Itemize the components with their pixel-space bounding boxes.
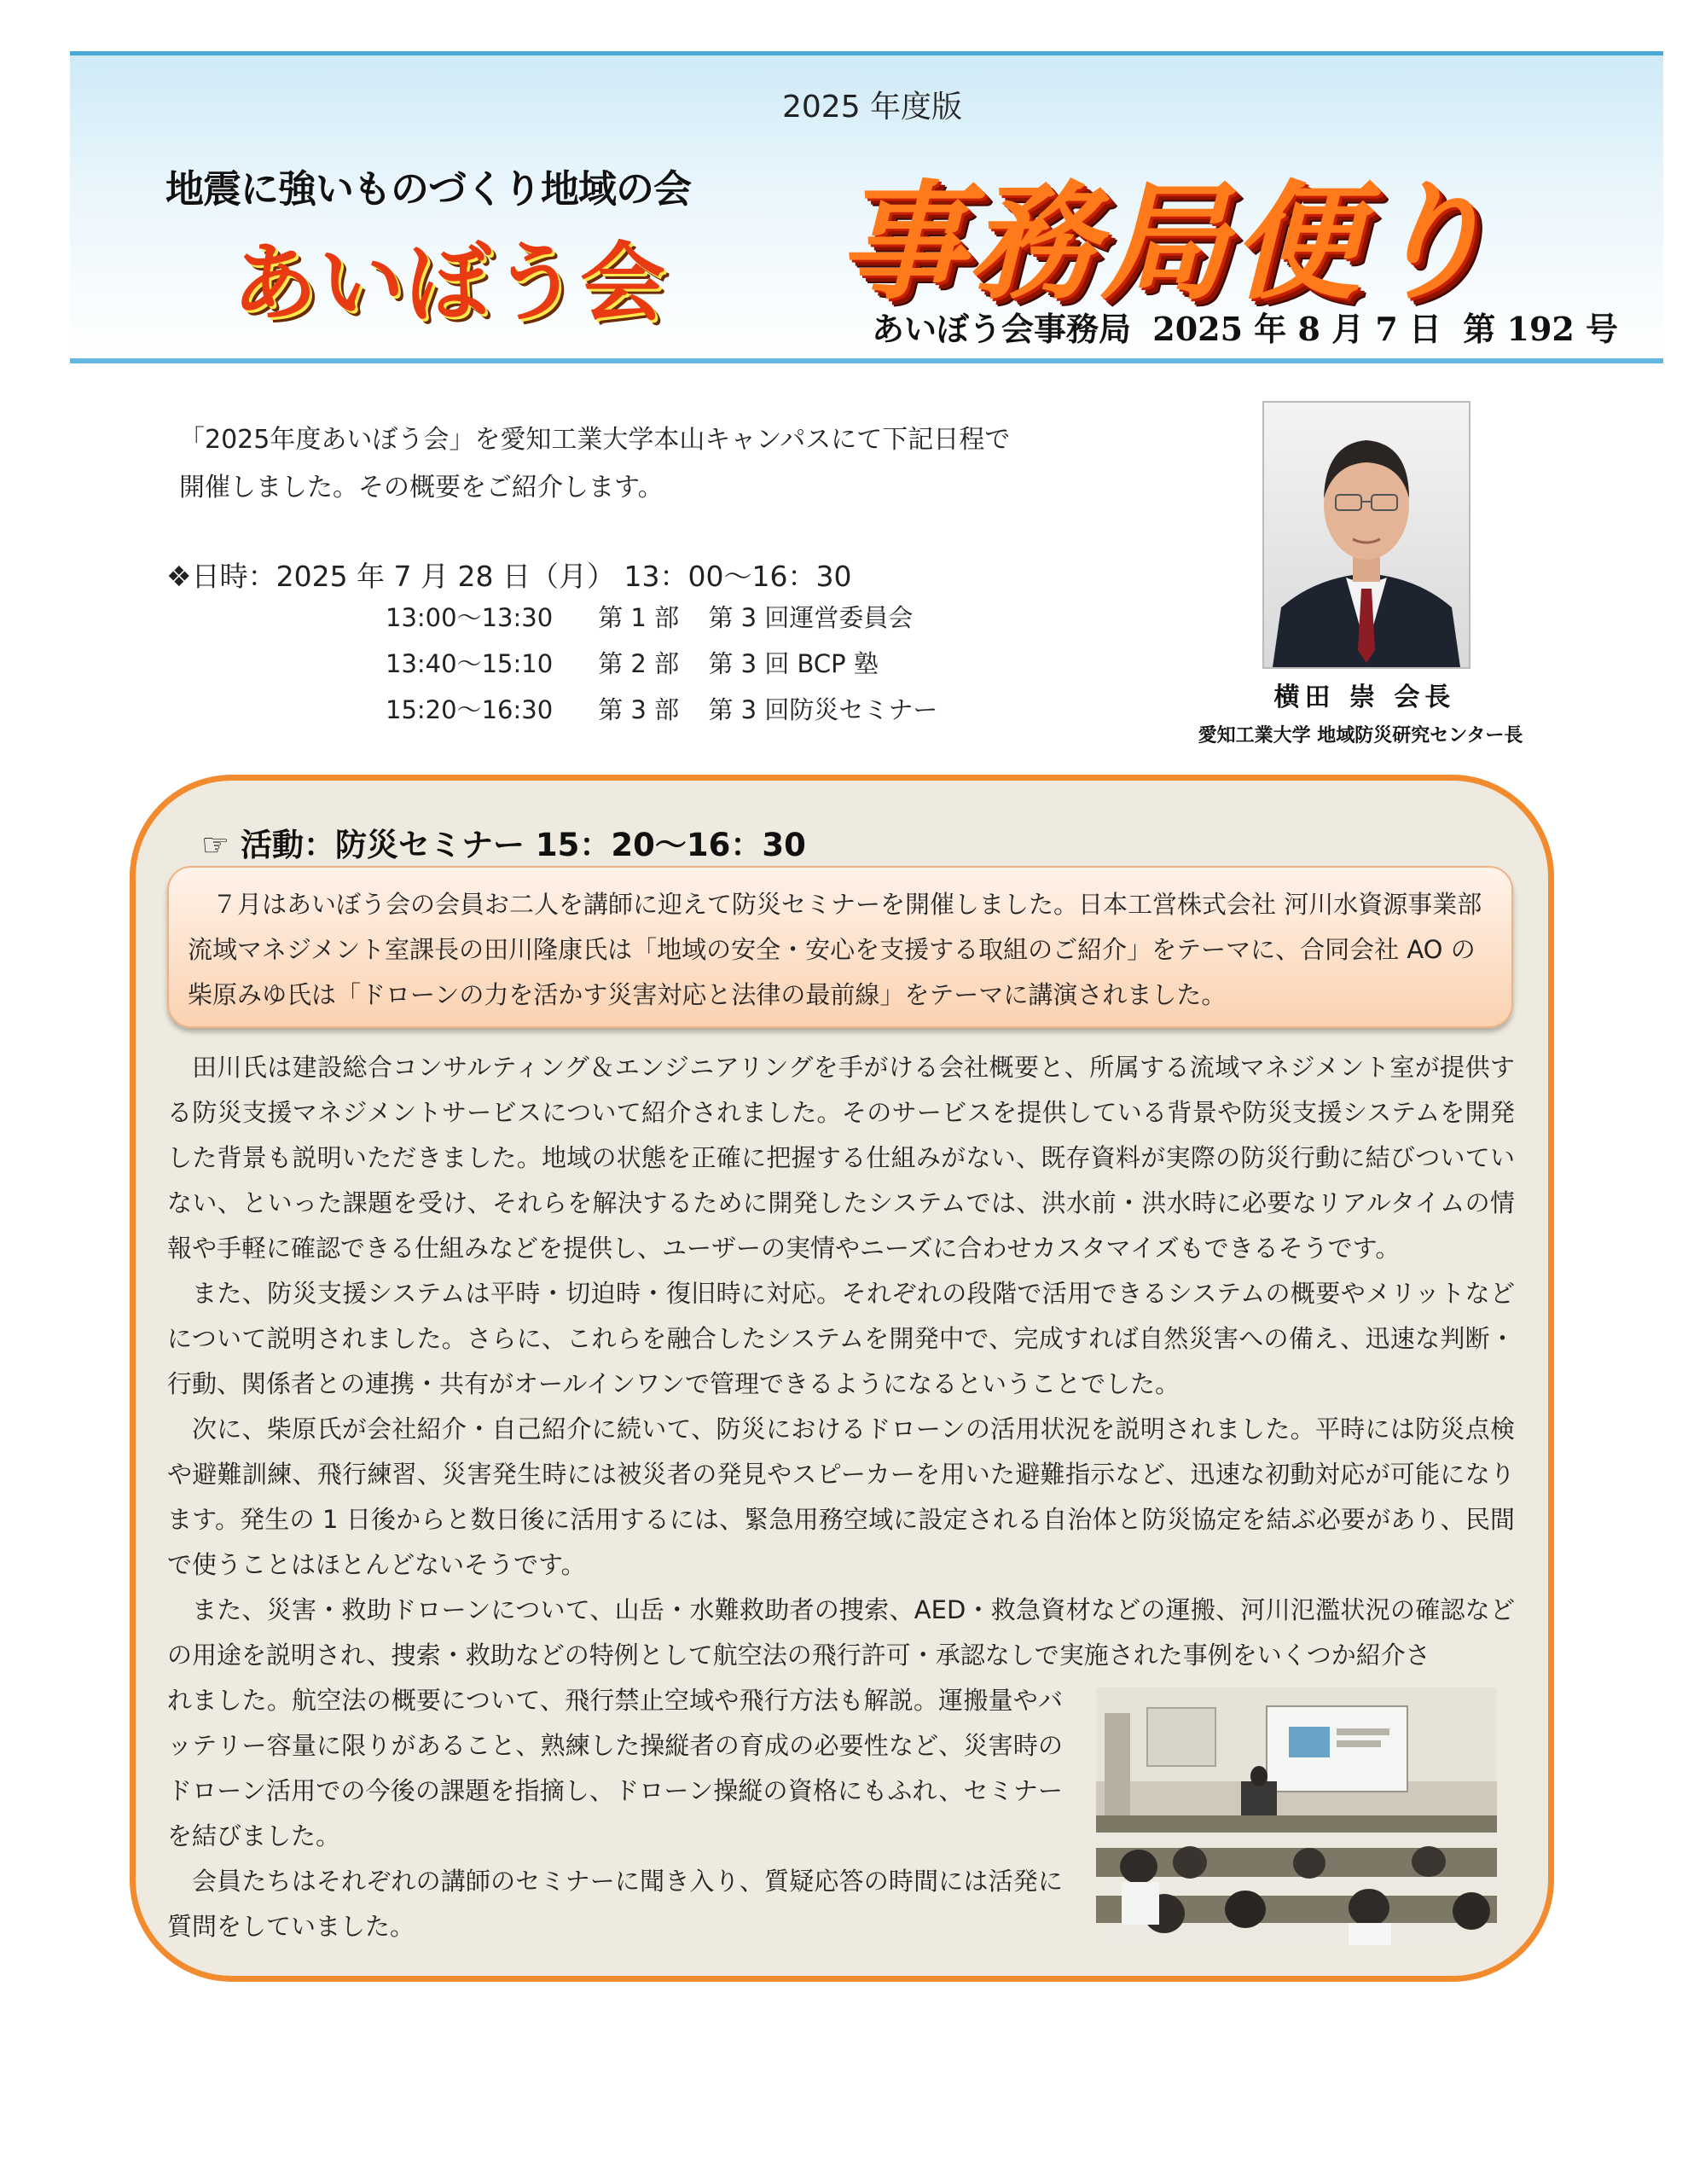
chairman-name: 横田 崇 会長	[1273, 682, 1456, 712]
schedule-row	[386, 645, 937, 691]
issue-number: 第 192 号	[1463, 310, 1619, 348]
schedule-row	[386, 599, 937, 645]
organization-name: 地震に強いものづくり地域の会	[165, 166, 692, 212]
schedule-time: 13:40～15:10	[386, 649, 554, 678]
schedule-title: 第 3 回運営委員会	[708, 603, 914, 632]
body-paragraph: また、防災支援システムは平時・切迫時・復旧時に対応。それぞれの段階で活用できるシステムの概要やメリットなどについて説明されました。さらに、これらを融合したシステムを開発中で、完成すれば自然災害への備え、迅速な判断・行動、関係者との連携・共有がオールインワンで管理できるようになるということでした。	[167, 1279, 1515, 1398]
issue-line	[872, 303, 1628, 350]
body-paragraph: 田川氏は建設総合コンサルティング＆エンジニアリングを手がける会社概要と、所属する流域マネジメント室が提供する防災支援マネジメントサービスについて紹介されました。そのサービスを提供している背景や防災支援システムを開発した背景も説明いただきました。地域の状態を正確に把握する仕組みがない、既存資料が実際の防災行動に結びついていない、といった課題を受け、それらを解決するために開発したシステムでは、洪水前・洪水時に必要なリアルタイムの情報や手軽に確認できる仕組みなどを提供し、ユーザーの実情やニーズに合わせカスタマイズもできるそうです。	[167, 1053, 1515, 1263]
activity-body-continued	[167, 1678, 1063, 1949]
edition-label: 2025 年度版	[782, 90, 963, 125]
body-paragraph: また、災害・救助ドローンについて、山岳・水難救助者の捜索、AED・救急資材などの運搬、河川氾濫状況の確認などの用途を説明され、捜索・救助などの特例として航空法の飛行許可・承認なしで実施された事例をいくつか紹介さ	[167, 1595, 1515, 1670]
summary-text: ７月はあいぼう会の会員お二人を講師に迎えて防災セミナーを開催しました。日本工営株式会社 河川水資源事業部 流域マネジメント室課長の田川隆康氏は「地域の安全・安心を支援する取組のご紹介」をテーマに、合同会社 AO の柴原みゆ氏は「ドローンの力を活かす災害対応と法律の最前線」をテーマに講演されました。	[188, 890, 1482, 1009]
organization-logo-text: あいぼう会	[232, 233, 667, 333]
schedule-title: 第 3 回 BCP 塾	[708, 649, 879, 678]
schedule-row	[386, 691, 937, 737]
body-paragraph: れました。航空法の概要について、飛行禁止空域や飛行方法も解説。運搬量やバッテリー容量に限りがあること、熟練した操縦者の育成の必要性など、災害時のドローン活用での今後の課題を指摘し、ドローン操縦の資格にもふれ、セミナーを結びました。	[167, 1686, 1063, 1850]
schedule-title: 第 3 回防災セミナー	[708, 695, 938, 724]
newsletter-title: 事務局便り	[838, 169, 1495, 317]
body-paragraph: 次に、柴原氏が会社紹介・自己紹介に続いて、防災におけるドローンの活用状況を説明されました。平時には防災点検や避難訓練、飛行練習、災害発生時には被災者の発見やスピーカーを用いた避難指示など、迅速な初動対応が可能になります。発生の 1 日後からと数日後に活用するには、緊急用務空域に設定される自治体と防災協定を結ぶ必要があり、民間で使うことはほとんどないそうです。	[167, 1414, 1515, 1579]
activity-summary	[167, 866, 1513, 1028]
chairman-affiliation: 愛知工業大学 地域防災研究センター長	[1198, 725, 1523, 746]
activity-heading: ☞ 活動：防災セミナー 15：20～16：30	[201, 827, 806, 863]
schedule-main: ❖日時：2025 年 7 月 28 日（月） 13：00～16：30	[166, 560, 852, 593]
seminar-photo	[1096, 1687, 1497, 1945]
intro-line: 「2025年度あいぼう会」を愛知工業大学本山キャンパスにて下記日程で	[179, 425, 1011, 455]
issue-date: 2025 年 8 月 7 日	[1152, 310, 1442, 348]
body-paragraph: 会員たちはそれぞれの講師のセミナーに聞き入り、質疑応答の時間には活発に質問をしていました。	[167, 1867, 1063, 1941]
schedule-time: 15:20～16:30	[386, 695, 554, 724]
intro-line: 開催しました。その概要をご紹介します。	[179, 473, 664, 502]
issuer: あいぼう会事務局	[872, 310, 1132, 348]
schedule-part: 第 2 部	[598, 649, 680, 678]
schedule-part: 第 1 部	[598, 603, 680, 632]
header-banner	[70, 51, 1663, 363]
chairman-portrait	[1262, 401, 1470, 669]
schedule-time: 13:00～13:30	[386, 603, 554, 632]
schedule-list	[386, 599, 937, 737]
intro-text	[179, 416, 1075, 512]
activity-body	[167, 1045, 1515, 1678]
schedule-part: 第 3 部	[598, 695, 680, 724]
